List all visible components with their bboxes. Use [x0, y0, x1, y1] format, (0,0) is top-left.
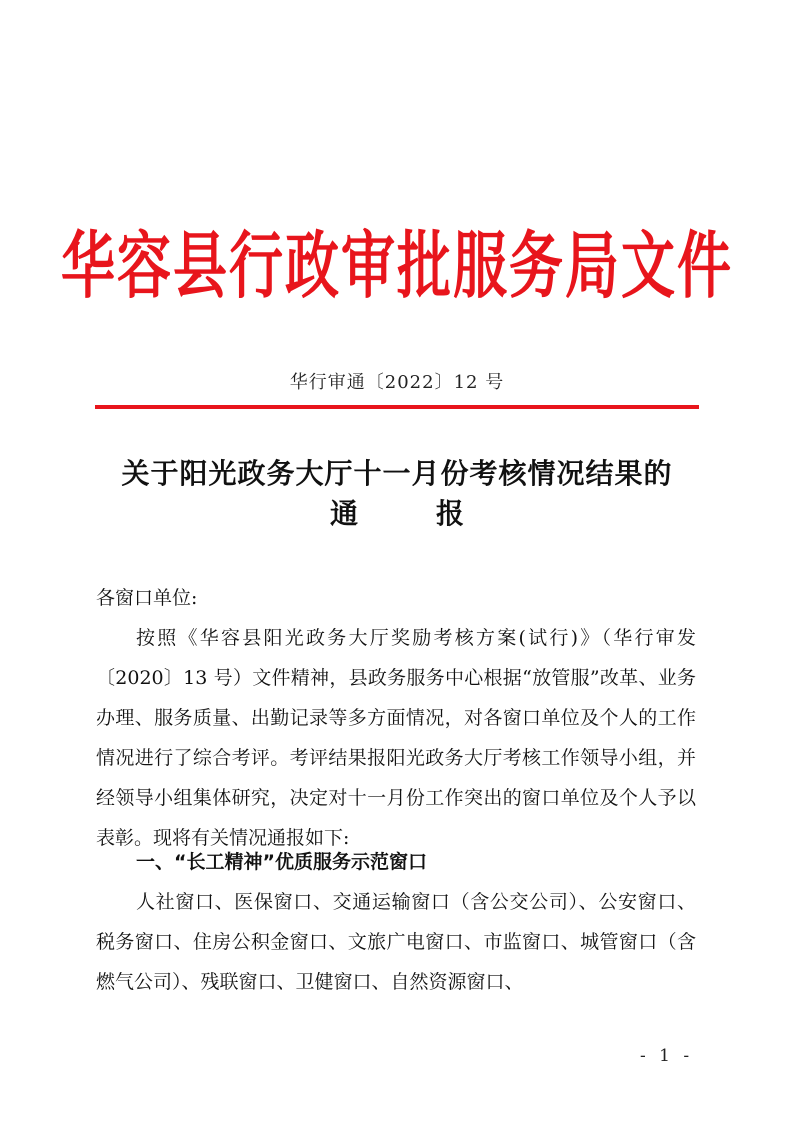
section-heading-1: 一、“长工精神”优质服务示范窗口 — [136, 851, 427, 873]
title-word-bao: 报 — [436, 497, 465, 530]
document-number: 华行审通〔2022〕12 号 — [289, 372, 505, 393]
document-title-line1: 关于阳光政务大厅十一月份考核情况结果的 — [121, 457, 673, 490]
page-number: - 1 - — [640, 1046, 694, 1066]
document-title-line2 — [0, 492, 794, 532]
body-paragraph-1: 按照《华容县阳光政务大厅奖励考核方案(试行)》（华行审发〔2020〕13 号）文件精神，县政务服务中心根据“放管服”改革、业务办理、服务质量、出勤记录等多方面情况，对各窗口单位及个人的工作情况进行了综合考评。考评结果报阳光政务大厅考核工作领导小组，并经领导小组集体研究，决定对十一月份工作突出的窗口单位及个人予以表彰。现将有关情况通报如下: — [96, 627, 696, 849]
issuer-masthead: 华容县行政审批服务局文件 — [61, 222, 733, 308]
addressee: 各窗口单位: — [96, 587, 198, 609]
title-word-tong: 通 — [329, 497, 358, 530]
body-paragraph-2: 人社窗口、医保窗口、交通运输窗口（含公交公司）、公安窗口、税务窗口、住房公积金窗口、文旅广电窗口、市监窗口、城管窗口（含燃气公司）、残联窗口、卫健窗口、自然资源窗口、 — [96, 891, 696, 993]
red-divider-line — [95, 405, 699, 409]
